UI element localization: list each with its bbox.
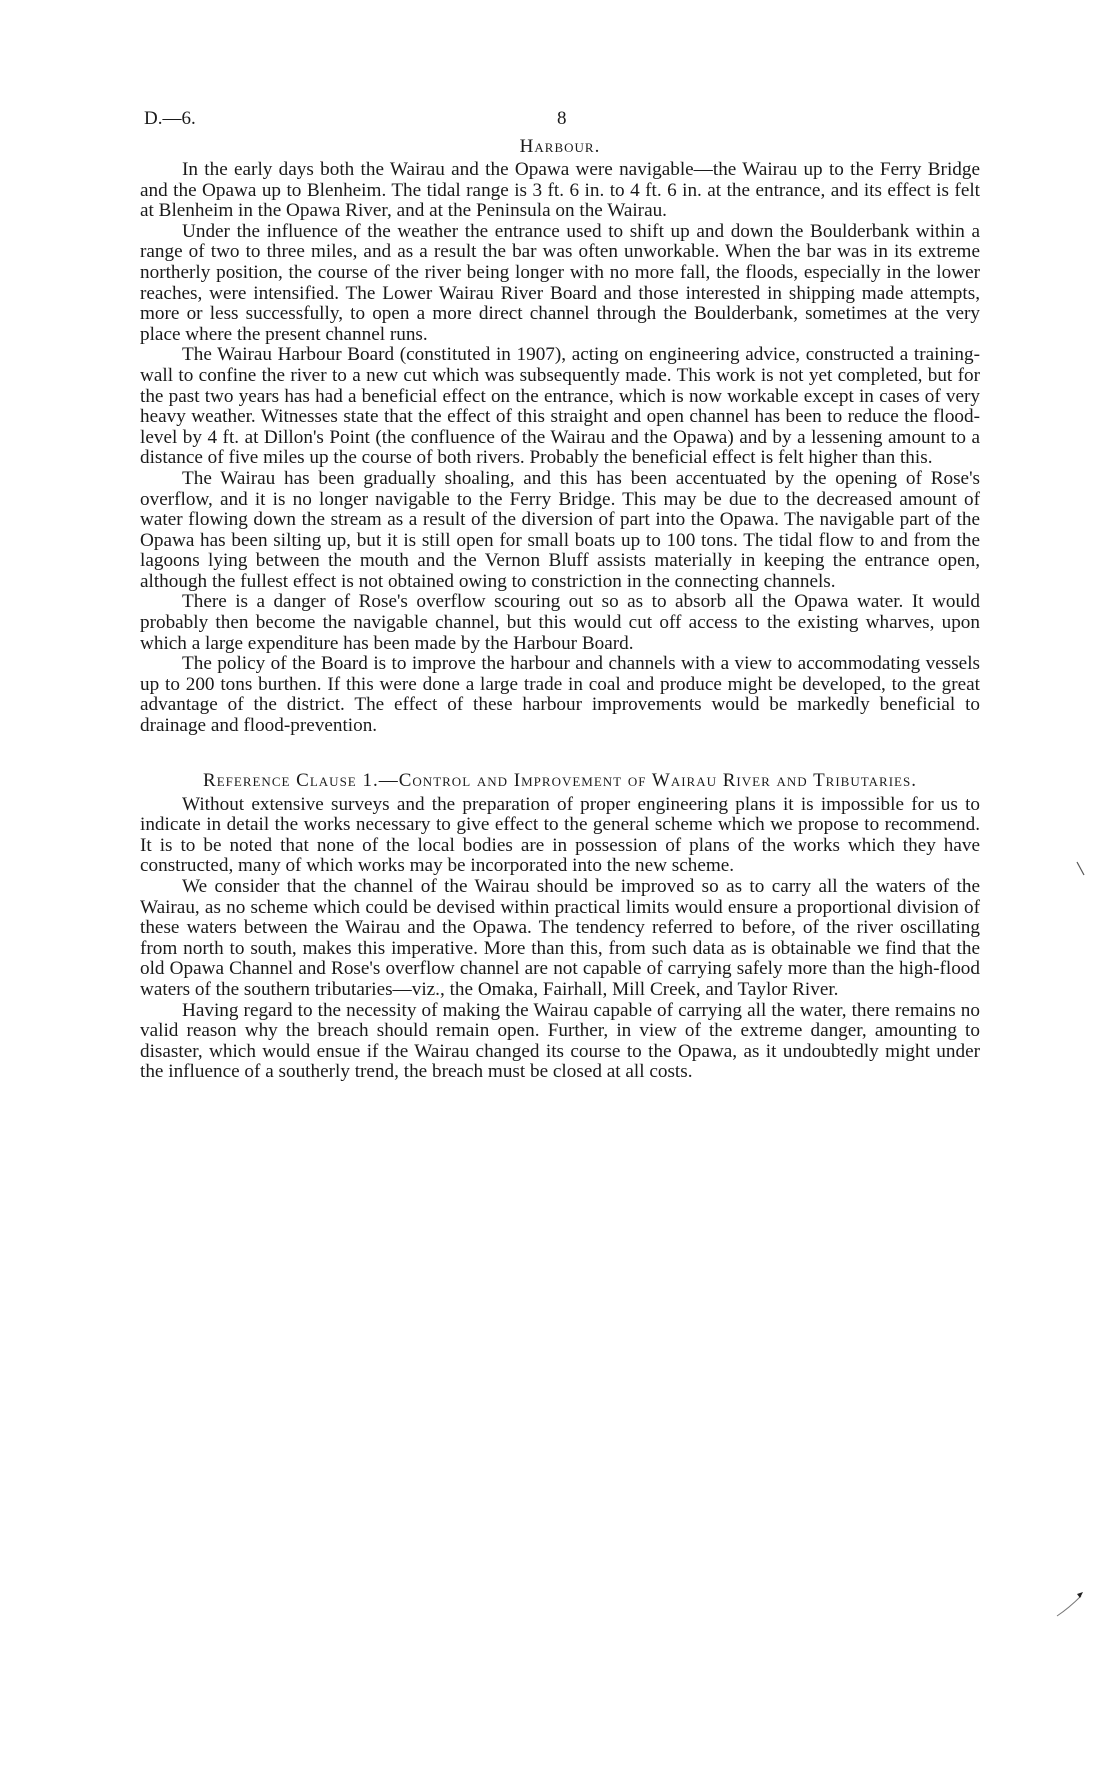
paragraph: In the early days both the Wairau and the Opawa were navigable—the Wairau up to the Ferry Bridge and the Opawa up to Blenheim. The tidal range is 3 ft. 6 in. to 4 ft. 6 in. at the entrance, and its effect is felt at Blenheim in the Opawa River, and at the Peninsula on the Wairau. (140, 159, 980, 222)
document-page (140, 108, 980, 1083)
paragraph: The Wairau has been gradually shoaling, and this has been accentuated by the opening of Rose's overflow, and it is no longer navigable to the Ferry Bridge. This may be due to the decreased amount of water flowing down the stream as a result of the diversion of part into the Opawa. The navigable part of the Opawa has been silting up, but it is still open for small boats up to 100 tons. The tidal flow to and from the lagoons lying between the mouth and the Vernon Bluff assists materially in keeping the entrance open, although the fullest effect is not obtained owing to constriction in the connecting channels. (140, 467, 980, 592)
paragraph: Without extensive surveys and the preparation of proper engineering plans it is impossible for us to indicate in detail the works necessary to give effect to the general scheme which we propose to recommend. It is to be noted that none of the local bodies are in possession of plans of the works which they have constructed, many of which works may be incorporated into the new scheme. (140, 793, 980, 877)
paragraph: The policy of the Board is to improve the harbour and channels with a view to accommodating vessels up to 200 tons burthen. If this were done a large trade in coal and produce might be developed, to the great advantage of the district. The effect of these harbour improvements would be markedly beneficial to drainage and flood-prevention. (140, 653, 980, 737)
paragraph: Having regard to the necessity of making the Wairau capable of carrying all the water, there remains no valid reason why the breach should remain open. Further, in view of the extreme danger, amounting to disaster, which would ensue if the Wairau changed its course to the Opawa, as it undoubtedly might under the influence of a southerly trend, the breach must be closed at all costs. (140, 999, 980, 1083)
section-heading-reference-clause: Reference Clause 1.—Control and Improvement of Wairau River and Tributaries. (203, 769, 917, 791)
document-reference: D.—6. (144, 108, 196, 129)
page-number: 8 (557, 108, 567, 129)
paragraph: There is a danger of Rose's overflow scouring out so as to absorb all the Opawa water. It would probably then become the navigable channel, but this would cut off access to the existing wharves, upon which a large expenditure has been made by the Harbour Board. (140, 591, 980, 654)
paragraph: We consider that the channel of the Wairau should be improved so as to carry all the waters of the Wairau, as no scheme which could be devised within practical limits would ensure a proportional division of these waters between the Wairau and the Opawa. The tendency referred to before, of the river oscillating from north to south, makes this imperative. More than this, from such data as is obtainable we find that the old Opawa Channel and Rose's overflow channel are not capable of carrying safely more than the high-flood waters of the southern tributaries—viz., the Omaka, Fairhall, Mill Creek, and Taylor River. (140, 876, 980, 1000)
scan-mark (1075, 860, 1087, 878)
page-header (140, 108, 980, 134)
paragraph: Under the influence of the weather the entrance used to shift up and down the Boulderbank within a range of two to three miles, and as a result the bar was often unworkable. When the bar was in its extreme northerly position, the course of the river being longer with no more fall, the floods, especially in the lower reaches, were intensified. The Lower Wairau River Board and those interested in shipping made attempts, more or less successfully, to open a more direct channel through the Boulderbank, sometimes at the very place where the present channel runs. (140, 220, 980, 345)
scan-mark (1055, 1590, 1085, 1618)
section-heading-harbour: Harbour. (519, 136, 601, 157)
paragraph: The Wairau Harbour Board (constituted in 1907), acting on engineering advice, constructed a training-wall to confine the river to a new cut which was subsequently made. This work is not yet completed, but for the past two years has had a beneficial effect on the entrance, which is now workable except in cases of very heavy weather. Witnesses state that the effect of this straight and open channel has been to reduce the flood-level by 4 ft. at Dillon's Point (the confluence of the Wairau and the Opawa) and by a lessening amount to a distance of five miles up the course of both rivers. Probably the beneficial effect is felt higher than this. (140, 344, 980, 469)
